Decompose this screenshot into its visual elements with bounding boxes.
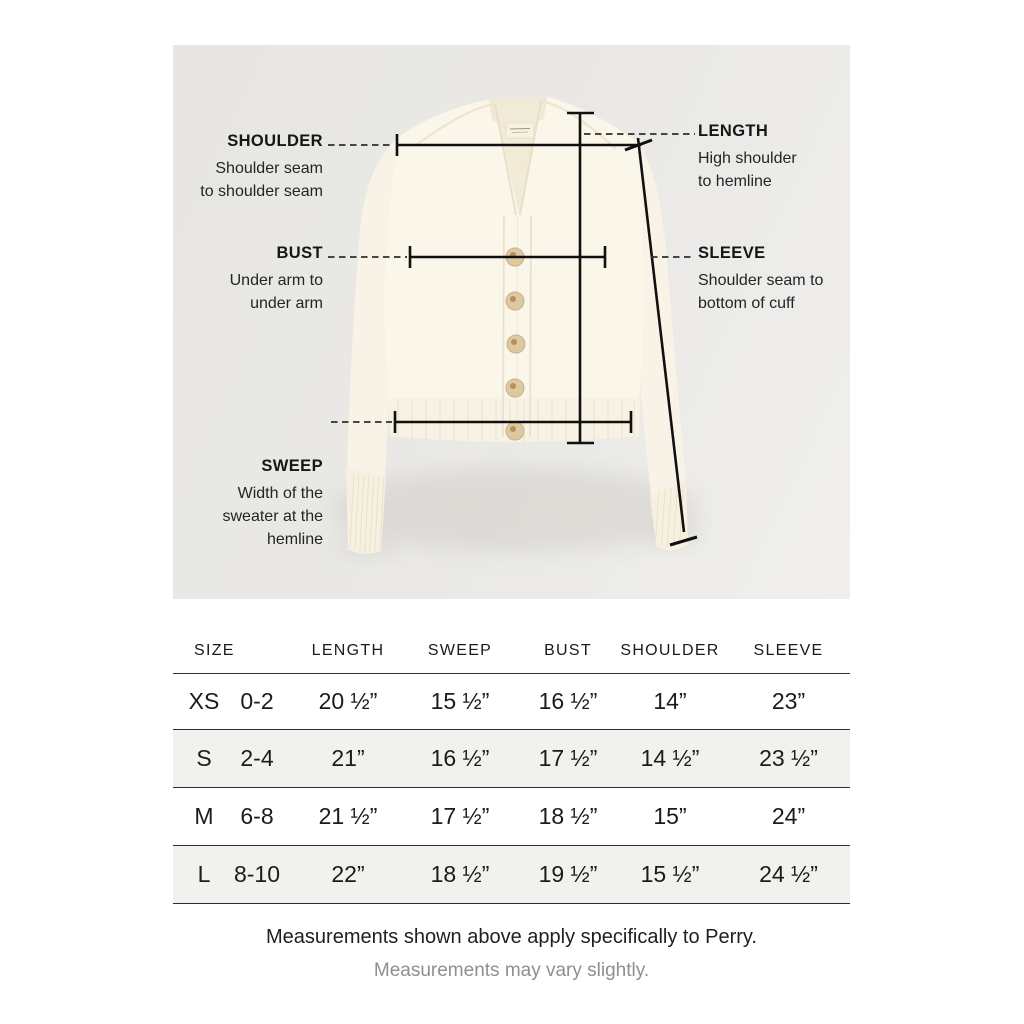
size-label: L [197, 861, 211, 887]
brand-tag [506, 123, 534, 138]
size-cell [173, 745, 299, 772]
size-row-xs [173, 674, 850, 730]
annotation-sleeve-desc: bottom of cuff [698, 295, 795, 312]
annotation-length-desc: High shoulder [698, 150, 797, 167]
size-range: 6-8 [240, 803, 274, 829]
annotation-length [698, 121, 850, 193]
bust-value: 19 ½” [538, 861, 598, 887]
size-range: 0-2 [240, 688, 274, 714]
annotation-shoulder [173, 131, 323, 203]
size-range: 8-10 [233, 861, 281, 887]
annotation-sweep [173, 456, 323, 551]
sleeve-value: 24” [771, 803, 806, 829]
annotation-shoulder-title: SHOULDER [227, 132, 323, 150]
size-row-s [173, 730, 850, 788]
col-header-shoulder: SHOULDER [620, 641, 720, 659]
col-header-sleeve: SLEEVE [753, 641, 824, 659]
shoulder-value: 14 ½” [640, 745, 700, 771]
length-value: 20 ½” [318, 688, 378, 714]
bust-value: 17 ½” [538, 745, 598, 771]
sweep-value: 18 ½” [430, 861, 490, 887]
annotation-bust-title: BUST [276, 244, 323, 262]
annotation-length-desc: to hemline [698, 173, 772, 190]
footnote-main: Measurements shown above apply specifically to Perry. [266, 926, 757, 948]
annotation-length-title: LENGTH [698, 122, 769, 140]
col-header-sweep: SWEEP [427, 641, 493, 659]
shoulder-value: 14” [653, 688, 687, 714]
length-value: 22” [331, 861, 365, 887]
annotation-sleeve [698, 243, 850, 315]
annotation-sleeve-title: SLEEVE [698, 244, 766, 262]
annotation-sleeve-desc: Shoulder seam to [698, 272, 824, 289]
sweater-shadow [330, 468, 701, 557]
shoulder-value: 15 ½” [640, 861, 700, 887]
col-header-size: SIZE [194, 641, 235, 659]
sleeve-value: 23 ½” [759, 745, 818, 771]
annotation-bust-desc: under arm [250, 295, 323, 312]
footnote-sub: Measurements may vary slightly. [373, 960, 650, 981]
size-row-m [173, 788, 850, 846]
shoulder-value: 15” [653, 803, 687, 829]
size-table-header [173, 628, 850, 674]
size-label: S [196, 745, 212, 771]
size-label: XS [188, 688, 220, 714]
length-value: 21” [331, 745, 365, 771]
annotation-sweep-desc: hemline [266, 531, 323, 548]
footnote [173, 900, 850, 982]
sleeve-value: 23” [771, 688, 806, 714]
annotation-bust [173, 243, 323, 315]
bust-value: 18 ½” [538, 803, 598, 829]
annotation-sweep-desc: sweater at the [222, 508, 323, 525]
sleeve-value: 24 ½” [759, 861, 818, 887]
annotation-sweep-desc: Width of the [237, 485, 323, 502]
length-value: 21 ½” [318, 803, 378, 829]
col-header-length: LENGTH [311, 641, 385, 659]
col-header-bust: BUST [544, 641, 592, 659]
annotation-bust-desc: Under arm to [229, 272, 323, 289]
size-cell [173, 688, 299, 715]
size-row-l [173, 846, 850, 904]
size-range: 2-4 [240, 745, 274, 771]
size-label: M [194, 803, 214, 829]
annotation-shoulder-desc: Shoulder seam [215, 160, 323, 177]
measurement-diagram [173, 45, 850, 599]
sweep-value: 16 ½” [430, 745, 490, 771]
annotation-sweep-title: SWEEP [261, 457, 323, 475]
size-cell [173, 803, 299, 830]
annotation-shoulder-desc: to shoulder seam [200, 183, 323, 200]
sweep-value: 15 ½” [430, 688, 490, 714]
size-table [173, 628, 850, 904]
size-cell [173, 861, 299, 888]
sweep-value: 17 ½” [430, 803, 490, 829]
bust-value: 16 ½” [538, 688, 598, 714]
